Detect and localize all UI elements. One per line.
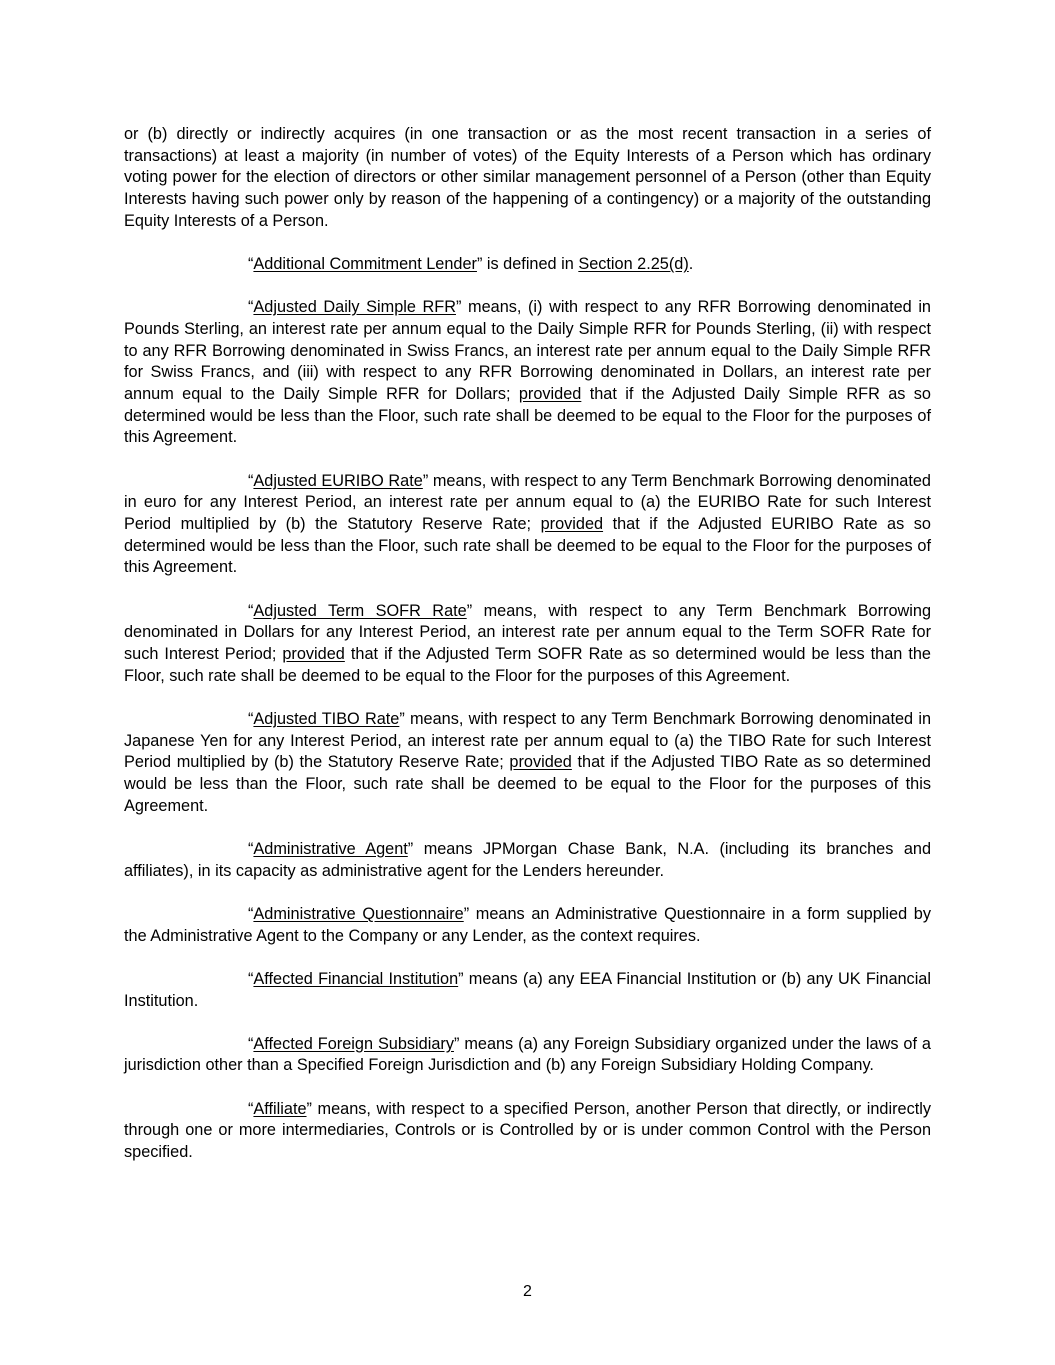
definition-additional-commitment-lender [124, 254, 931, 276]
definition-affected-foreign-subsidiary [124, 1034, 931, 1077]
text-run: ” means JPMorgan Chase Bank, N.A. (including its branches and affiliates), in its capacity as administrative agent for the Lenders hereunder. [124, 839, 931, 880]
defined-term: Adjusted Term SOFR Rate [253, 601, 467, 620]
definition-affected-financial-institution [124, 969, 931, 1012]
text-run: “ [248, 471, 254, 490]
defined-term: Adjusted Daily Simple RFR [253, 298, 456, 317]
provided-term: provided [282, 645, 345, 664]
text-run: “ [248, 904, 254, 923]
text-run: “ [248, 601, 254, 620]
provided-term: provided [518, 385, 582, 404]
text-run: “ [248, 839, 254, 858]
text-run: “ [248, 709, 254, 728]
defined-term: Affected Foreign Subsidiary [253, 1034, 454, 1053]
defined-term: Affected Financial Institution [253, 969, 459, 988]
text-run: ” means an Administrative Questionnaire in a form supplied by the Administrative Agent to the Company or any Lender, as the context requires. [124, 904, 931, 945]
text-run: ” means, with respect to any Term Benchmark Borrowing denominated in Dollars for any Interest Period, an interest rate per annum equal to the Term SOFR Rate for such Interest Period; [124, 601, 931, 664]
text-run: “ [248, 1034, 254, 1053]
text-run: that if the Adjusted TIBO Rate as so determined would be less than the Floor, such rate shall be deemed to be equal to the Floor for the purposes of this Agreement. [124, 753, 931, 815]
page-number: 2 [523, 1283, 532, 1300]
text-run: or (b) directly or indirectly acquires (in one transaction or as the most recent transaction in a series of transactions) at least a majority (in number of votes) of the Equity Interests of a Person which has ordinary voting power for the election of directors or other similar management personnel of a Person (other than Equity Interests having such power only by reason of the happening of a contingency) or a majority of the outstanding Equity Interests of a Person. [124, 125, 931, 230]
definition-affiliate [124, 1099, 931, 1164]
defined-term: Adjusted EURIBO Rate [253, 471, 423, 490]
text-run: that if the Adjusted Term SOFR Rate as so determined would be less than the Floor, such rate shall be deemed to be equal to the Floor for the purposes of this Agreement. [124, 645, 931, 685]
text-run: . [688, 255, 694, 274]
provided-term: provided [509, 753, 572, 772]
definition-administrative-agent [124, 839, 931, 882]
defined-term: Affiliate [253, 1099, 307, 1118]
paragraph-continuation [124, 124, 931, 233]
text-run: “ [248, 1099, 254, 1118]
section-reference: Section 2.25(d) [578, 255, 689, 274]
definition-adjusted-euribo-rate [124, 471, 931, 580]
definition-adjusted-tibo-rate [124, 709, 931, 818]
definition-adjusted-daily-simple-rfr [124, 297, 931, 449]
text-run: “ [248, 255, 254, 274]
text-run: ” means (a) any EEA Financial Institution or (b) any UK Financial Institution. [124, 969, 931, 1010]
provided-term: provided [540, 515, 604, 534]
text-run: “ [248, 969, 254, 988]
defined-term: Administrative Agent [253, 839, 408, 858]
defined-term: Adjusted TIBO Rate [253, 709, 400, 728]
text-run: ” means, with respect to a specified Person, another Person that directly, or indirectly through one or more intermediaries, Controls or is Controlled by or is under common Control with the Person specified. [124, 1099, 931, 1162]
definition-adjusted-term-sofr-rate [124, 601, 931, 688]
text-run: that if the Adjusted EURIBO Rate as so determined would be less than the Floor, such rate shall be deemed to be equal to the Floor for the purposes of this Agreement. [124, 515, 931, 577]
text-run: ” means, with respect to any Term Benchmark Borrowing denominated in Japanese Yen for any Interest Period, an interest rate per annum equal to (a) the TIBO Rate for such Interest Period multiplied by (b) the Statutory Reserve Rate; [124, 709, 932, 772]
defined-term: Additional Commitment Lender [253, 255, 477, 274]
text-run: ” means, (i) with respect to any RFR Borrowing denominated in Pounds Sterling, an interest rate per annum equal to the Daily Simple RFR for Pounds Sterling, (ii) with respect to any RFR Borrowing denominated in Swiss Francs, an interest rate per annum equal to the Daily Simple RFR for Swiss Francs, and (iii) with respect to any RFR Borrowing denominated in Dollars, an interest rate per annum equal to the Daily Simple RFR for Dollars; [124, 298, 931, 404]
document-page [124, 124, 931, 1185]
text-run: ” means (a) any Foreign Subsidiary organized under the laws of a jurisdiction other than a Specified Foreign Jurisdiction and (b) any Foreign Subsidiary Holding Company. [124, 1034, 931, 1075]
text-run: ” is defined in [476, 255, 579, 274]
defined-term: Administrative Questionnaire [253, 904, 464, 923]
text-run: that if the Adjusted Daily Simple RFR as so determined would be less than the Floor, such rate shall be deemed to be equal to the Floor for the purposes of this Agreement. [124, 385, 931, 447]
text-run: “ [248, 298, 254, 317]
text-run: ” means, with respect to any Term Benchmark Borrowing denominated in euro for any Interest Period, an interest rate per annum equal to (a) the EURIBO Rate for such Interest Period multiplied by (b) the Statutory Reserve Rate; [124, 471, 931, 534]
definition-administrative-questionnaire [124, 904, 931, 947]
